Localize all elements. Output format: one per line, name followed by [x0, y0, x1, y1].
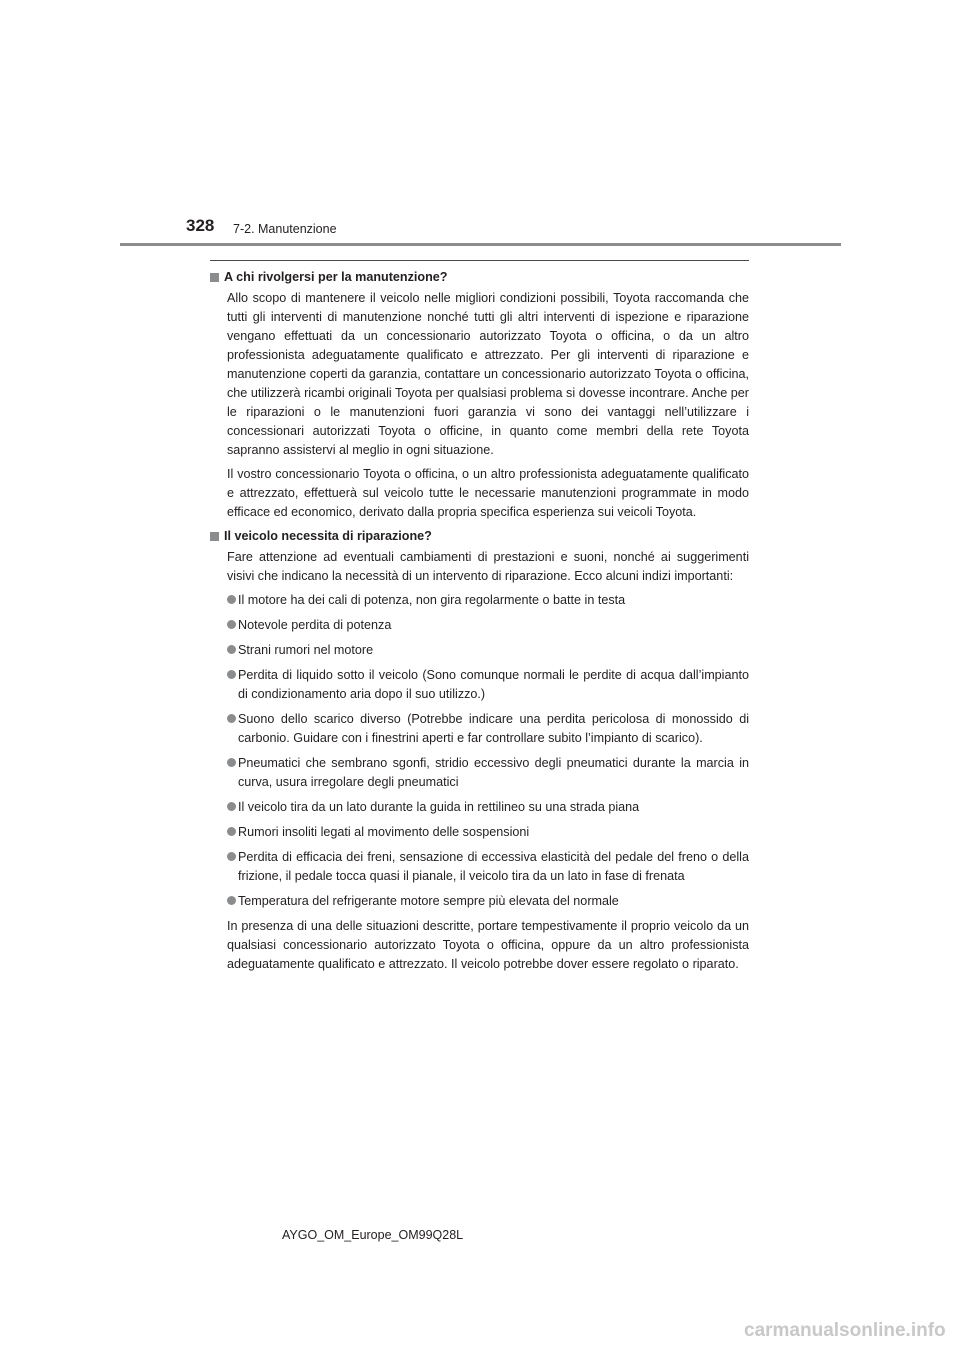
- circle-bullet-icon: [227, 896, 236, 905]
- circle-bullet-icon: [227, 714, 236, 723]
- square-bullet-icon: [210, 532, 219, 541]
- content-rule: [210, 260, 749, 261]
- section-title: Il veicolo necessita di riparazione?: [224, 529, 432, 543]
- list-item-text: Suono dello scarico diverso (Potrebbe indicare una perdita pericolosa di monossido di carbonio. Guidare con i finestrini aperti e far controllare subito l’impianto di scarico).: [238, 712, 749, 745]
- circle-bullet-icon: [227, 670, 236, 679]
- section-label: 7-2. Manutenzione: [233, 222, 337, 236]
- list-item: [227, 823, 749, 842]
- list-item: [227, 666, 749, 704]
- circle-bullet-icon: [227, 595, 236, 604]
- list-item-text: Temperatura del refrigerante motore sempre più elevata del normale: [238, 894, 619, 908]
- circle-bullet-icon: [227, 852, 236, 861]
- section-heading: [210, 268, 749, 287]
- page-content: [210, 265, 749, 979]
- section-title: A chi rivolgersi per la manutenzione?: [224, 270, 448, 284]
- paragraph: Fare attenzione ad eventuali cambiamenti di prestazioni e suoni, nonché ai suggerimenti visivi che indicano la necessità di un intervento di riparazione. Ecco alcuni indizi importanti:: [227, 550, 749, 583]
- list-item: [227, 754, 749, 792]
- list-item: [227, 892, 749, 911]
- header-rule: [120, 243, 841, 246]
- circle-bullet-icon: [227, 758, 236, 767]
- circle-bullet-icon: [227, 802, 236, 811]
- circle-bullet-icon: [227, 827, 236, 836]
- list-item: [227, 848, 749, 886]
- list-item-text: Il veicolo tira da un lato durante la guida in rettilineo su una strada piana: [238, 800, 640, 814]
- watermark: carmanualsonline.info: [744, 1320, 946, 1341]
- circle-bullet-icon: [227, 645, 236, 654]
- list-item-text: Perdita di liquido sotto il veicolo (Sono comunque normali le perdite di acqua dall’impianto di condizionamento aria dopo il suo utilizzo.): [238, 668, 749, 701]
- page-number: 328: [186, 216, 215, 235]
- symptom-list: [227, 591, 749, 911]
- list-item-text: Rumori insoliti legati al movimento delle sospensioni: [238, 825, 530, 839]
- list-item-text: Perdita di efficacia dei freni, sensazione di eccessiva elasticità del pedale del freno o della frizione, il pedale tocca quasi il pianale, il veicolo tira da un lato in fase di frenata: [238, 850, 749, 883]
- list-item: [227, 641, 749, 660]
- section-heading: [210, 527, 749, 546]
- paragraph: In presenza di una delle situazioni descritte, portare tempestivamente il proprio veicolo da un qualsiasi concessionario autorizzato Toyota o officina, oppure da un altro professionista adeguatamente qualificato e attrezzato. Il veicolo potrebbe dover essere regolato o riparato.: [227, 919, 749, 971]
- list-item-text: Notevole perdita di potenza: [238, 618, 392, 632]
- paragraph: Il vostro concessionario Toyota o officina, o un altro professionista adeguatamente qualificato e attrezzato, effettuerà sul veicolo tutte le necessarie manutenzioni programmate in modo efficace ed economico, derivato dalla propria specifica esperienza sui veicoli Toyota.: [227, 467, 749, 519]
- circle-bullet-icon: [227, 620, 236, 629]
- paragraph: Allo scopo di mantenere il veicolo nelle migliori condizioni possibili, Toyota raccomanda che tutti gli interventi di manutenzione nonché tutti gli altri interventi di ispezione e riparazione vengano effettuati da un concessionario autorizzato Toyota o officina, o da un altro professionista adeguatamente qualificato e attrezzato. Per gli interventi di riparazione e manutenzione coperti da garanzia, contattare un concessionario autorizzato Toyota o officina, che utilizzerà ricambi originali Toyota per qualsiasi problema si dovesse incontrare. Anche per le riparazioni o le manutenzioni fuori garanzia vi sono dei vantaggi nell’utilizzare i concessionari autorizzati Toyota o officine, in quanto come membri della rete Toyota sapranno assistervi al meglio in ogni situazione.: [227, 291, 749, 457]
- list-item-text: Pneumatici che sembrano sgonfi, stridio eccessivo degli pneumatici durante la marcia in curva, usura irregolare degli pneumatici: [238, 756, 749, 789]
- list-item-text: Strani rumori nel motore: [238, 643, 374, 657]
- list-item: [227, 591, 749, 610]
- list-item: [227, 616, 749, 635]
- document-id: AYGO_OM_Europe_OM99Q28L: [282, 1228, 464, 1242]
- list-item-text: Il motore ha dei cali di potenza, non gira regolarmente o batte in testa: [238, 593, 626, 607]
- square-bullet-icon: [210, 273, 219, 282]
- list-item: [227, 710, 749, 748]
- list-item: [227, 798, 749, 817]
